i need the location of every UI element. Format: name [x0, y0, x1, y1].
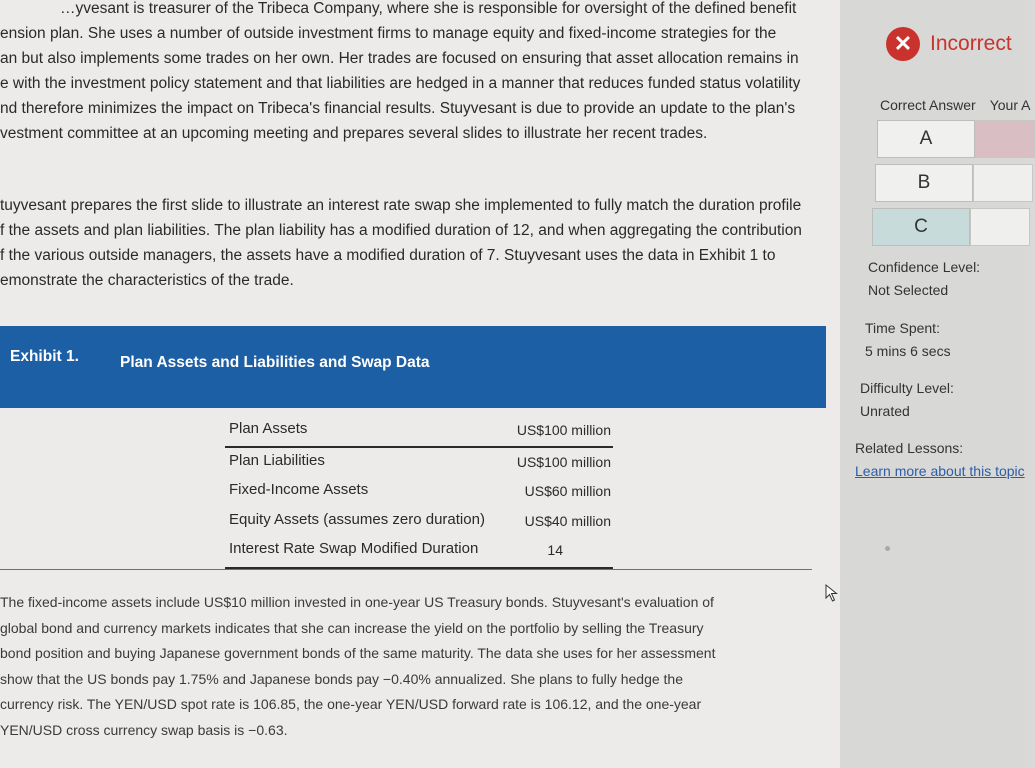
row-value: US$100 million	[516, 453, 611, 470]
your-answer-a	[975, 120, 1035, 158]
text-line: an but also implements some trades on her own. Her trades are focused on ensuring that asset allocation remains in	[0, 50, 799, 67]
section-divider	[0, 569, 812, 570]
text-line: The fixed-income assets include US$10 million invested in one-year US Treasury bonds. Stuyvesant's evaluation of	[0, 594, 714, 610]
difficulty-value: Unrated	[860, 403, 910, 419]
row-label: Fixed-Income Assets	[229, 481, 369, 498]
row-label: Plan Assets	[229, 420, 308, 437]
row-value: 14	[547, 542, 563, 558]
lessons-link[interactable]: Learn more about this topic	[855, 463, 1025, 479]
mouse-pointer-icon	[825, 584, 839, 602]
your-answer-b	[973, 164, 1033, 202]
row-label: Plan Liabilities	[229, 451, 325, 469]
row-label: Interest Rate Swap Modified Duration	[229, 540, 479, 557]
text-line: show that the US bonds pay 1.75% and Japanese bonds pay −0.40% annualized. She plans to fully hedge the	[0, 670, 683, 687]
table-row	[225, 536, 613, 566]
status-text: Incorrect	[930, 32, 1012, 55]
text-line: global bond and currency markets indicates that she can increase the yield on the portfolio by selling the Treasury	[0, 619, 704, 636]
text-line: currency risk. The YEN/USD spot rate is 106.85, the one-year YEN/USD forward rate is 106.12, and the one-year	[0, 696, 702, 712]
exhibit-title: Plan Assets and Liabilities and Swap Data	[120, 354, 430, 371]
scenario-paragraph-3	[0, 590, 835, 743]
exhibit-table	[225, 416, 613, 569]
difficulty-label: Difficulty Level:	[860, 380, 954, 396]
text-line: emonstrate the characteristics of the trade.	[0, 272, 294, 289]
row-value: US$60 million	[524, 483, 611, 499]
text-line: f the various outside managers, the assets have a modified duration of 7. Stuyvesant uses the data in Exhibit 1 to	[0, 247, 776, 264]
decorative-dot	[885, 546, 890, 551]
your-answer-header: Your A	[989, 97, 1031, 113]
confidence-label: Confidence Level:	[868, 259, 981, 275]
exhibit-header	[0, 326, 826, 408]
time-label: Time Spent:	[865, 320, 940, 336]
exhibit-number: Exhibit 1.	[10, 348, 79, 365]
table-row	[225, 416, 613, 446]
text-line: nd therefore minimizes the impact on Tribeca's financial results. Stuyvesant is due to provide an update to the plan's	[0, 100, 796, 117]
result-status	[886, 26, 1012, 62]
time-value: 5 mins 6 secs	[865, 343, 951, 359]
text-line: …yvesant is treasurer of the Tribeca Company, where she is responsible for oversight of the defined benefit	[60, 0, 797, 17]
answer-headers	[880, 97, 1030, 113]
related-lessons	[855, 440, 1025, 479]
row-value: US$100 million	[516, 422, 611, 438]
table-row	[225, 477, 613, 507]
scenario-paragraph-1	[0, 0, 835, 146]
close-x-icon: ✕	[886, 27, 920, 61]
text-line: ension plan. She uses a number of outside investment firms to manage equity and fixed-income strategies for the	[0, 25, 777, 42]
choice-b[interactable]: B	[875, 164, 973, 202]
lessons-label: Related Lessons:	[855, 440, 964, 456]
your-answer-c	[970, 208, 1030, 246]
choice-c[interactable]: C	[872, 208, 970, 246]
text-line: YEN/USD cross currency swap basis is −0.63.	[0, 721, 288, 738]
text-line: vestment committee at an upcoming meeting and prepares several slides to illustrate her recent trades.	[0, 125, 708, 142]
scenario-paragraph-2	[0, 193, 835, 293]
table-row	[225, 448, 613, 478]
choice-a[interactable]: A	[877, 120, 975, 158]
correct-answer-header: Correct Answer	[880, 97, 976, 113]
difficulty-level	[860, 380, 954, 419]
confidence-value: Not Selected	[868, 282, 949, 298]
text-line: e with the investment policy statement and that liabilities are hedged in a manner that reduces funded status volatility	[0, 75, 801, 92]
text-line: bond position and buying Japanese government bonds of the same maturity. The data she uses for her assessment	[0, 645, 716, 661]
row-label: Equity Assets (assumes zero duration)	[229, 510, 485, 528]
time-spent	[865, 320, 951, 359]
table-row	[225, 507, 613, 537]
confidence-level	[868, 259, 980, 298]
text-line: tuyvesant prepares the first slide to illustrate an interest rate swap she implemented to fully match the duration profile	[0, 197, 802, 214]
row-value: US$40 million	[524, 512, 611, 529]
text-line: f the assets and plan liabilities. The plan liability has a modified duration of 12, and when aggregating the contribution	[0, 222, 802, 239]
